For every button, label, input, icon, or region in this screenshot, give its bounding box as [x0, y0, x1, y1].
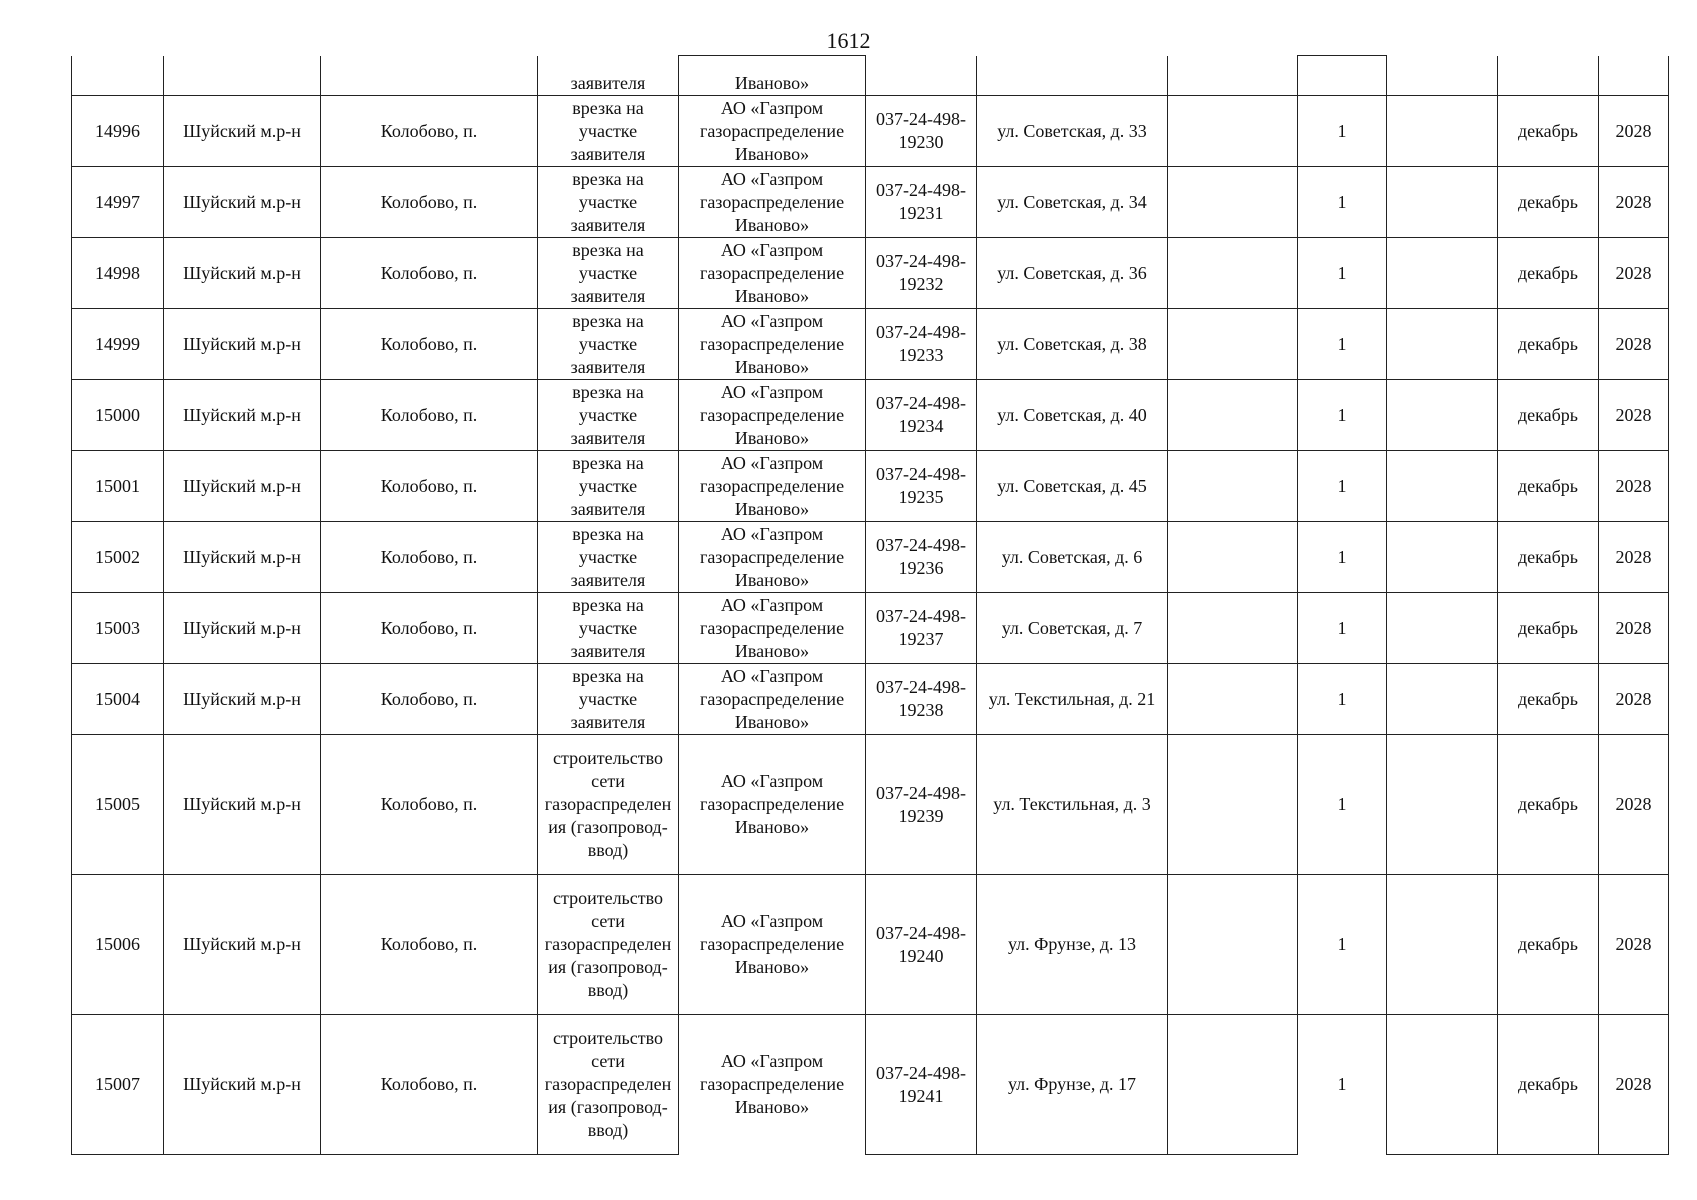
cell-organization: Иваново»	[679, 56, 866, 96]
cell-locality: Колобово, п.	[321, 735, 538, 875]
cell-organization: АО «Газпром газораспределение Иваново»	[679, 735, 866, 875]
cell-district: Шуйский м.р-н	[164, 664, 321, 735]
cell-extra-2	[1387, 664, 1498, 735]
cell-year: 2028	[1599, 664, 1669, 735]
cell-locality: Колобово, п.	[321, 875, 538, 1015]
cell-district: Шуйский м.р-н	[164, 380, 321, 451]
cell-extra-2	[1387, 593, 1498, 664]
cell-extra-1	[1168, 664, 1298, 735]
cell-code: 037-24-498-19237	[866, 593, 977, 664]
cell-extra-1	[1168, 380, 1298, 451]
cell-address: ул. Советская, д. 40	[977, 380, 1168, 451]
cell-year: 2028	[1599, 451, 1669, 522]
cell-address: ул. Фрунзе, д. 13	[977, 875, 1168, 1015]
cell-code: 037-24-498-19235	[866, 451, 977, 522]
cell-qty: 1	[1298, 451, 1387, 522]
cell-organization: АО «Газпром газораспределение Иваново»	[679, 380, 866, 451]
cell-extra-2	[1387, 522, 1498, 593]
cell-organization: АО «Газпром газораспределение Иваново»	[679, 167, 866, 238]
table-row	[72, 238, 1669, 309]
cell-district: Шуйский м.р-н	[164, 309, 321, 380]
cell-month: декабрь	[1498, 664, 1599, 735]
cell-code: 037-24-498-19239	[866, 735, 977, 875]
cell-qty: 1	[1298, 96, 1387, 167]
cell-qty: 1	[1298, 309, 1387, 380]
cell-work-type: врезка на участке заявителя	[538, 451, 679, 522]
cell-month: декабрь	[1498, 380, 1599, 451]
cell-organization: АО «Газпром газораспределение Иваново»	[679, 664, 866, 735]
cell-district: Шуйский м.р-н	[164, 875, 321, 1015]
cell-month	[1498, 56, 1599, 96]
table-row	[72, 735, 1669, 875]
table-row	[72, 451, 1669, 522]
cell-locality: Колобово, п.	[321, 593, 538, 664]
cell-month: декабрь	[1498, 593, 1599, 664]
cell-num: 15000	[72, 380, 164, 451]
cell-organization: АО «Газпром газораспределение Иваново»	[679, 309, 866, 380]
cell-work-type: врезка на участке заявителя	[538, 593, 679, 664]
cell-extra-1	[1168, 309, 1298, 380]
cell-month: декабрь	[1498, 96, 1599, 167]
cell-year: 2028	[1599, 238, 1669, 309]
cell-work-type: строительство сети газораспределения (газопровод-ввод)	[538, 735, 679, 875]
cell-organization: АО «Газпром газораспределение Иваново»	[679, 593, 866, 664]
cell-num: 15006	[72, 875, 164, 1015]
table-row	[72, 96, 1669, 167]
cell-num	[72, 56, 164, 96]
cell-qty: 1	[1298, 664, 1387, 735]
cell-num: 14996	[72, 96, 164, 167]
cell-locality: Колобово, п.	[321, 309, 538, 380]
cell-locality: Колобово, п.	[321, 522, 538, 593]
cell-extra-1	[1168, 875, 1298, 1015]
cell-month: декабрь	[1498, 167, 1599, 238]
cell-num: 15003	[72, 593, 164, 664]
cell-qty: 1	[1298, 593, 1387, 664]
cell-work-type: врезка на участке заявителя	[538, 380, 679, 451]
cell-work-type: врезка на участке заявителя	[538, 309, 679, 380]
table-row	[72, 522, 1669, 593]
page-number: 1612	[826, 28, 871, 53]
cell-address: ул. Советская, д. 38	[977, 309, 1168, 380]
cell-month: декабрь	[1498, 309, 1599, 380]
cell-locality	[321, 56, 538, 96]
cell-code: 037-24-498-19231	[866, 167, 977, 238]
cell-num: 14997	[72, 167, 164, 238]
cell-qty: 1	[1298, 522, 1387, 593]
cell-year: 2028	[1599, 875, 1669, 1015]
cell-extra-2	[1387, 309, 1498, 380]
cell-work-type: заявителя	[538, 56, 679, 96]
cell-code	[866, 56, 977, 96]
cell-extra-1	[1168, 522, 1298, 593]
cell-organization: АО «Газпром газораспределение Иваново»	[679, 875, 866, 1015]
cell-extra-1	[1168, 56, 1298, 96]
cell-address: ул. Текстильная, д. 21	[977, 664, 1168, 735]
cell-work-type: строительство сети газораспределения (газопровод-ввод)	[538, 875, 679, 1015]
cell-address: ул. Советская, д. 34	[977, 167, 1168, 238]
cell-year: 2028	[1599, 522, 1669, 593]
cell-extra-2	[1387, 380, 1498, 451]
cell-qty	[1298, 56, 1387, 96]
cell-num: 15005	[72, 735, 164, 875]
cell-extra-2	[1387, 875, 1498, 1015]
cell-district: Шуйский м.р-н	[164, 1015, 321, 1155]
cell-district	[164, 56, 321, 96]
continuation-row	[72, 56, 1669, 96]
table-row	[72, 309, 1669, 380]
cell-address	[977, 56, 1168, 96]
cell-organization: АО «Газпром газораспределение Иваново»	[679, 451, 866, 522]
cell-extra-1	[1168, 96, 1298, 167]
cell-extra-1	[1168, 238, 1298, 309]
cell-qty: 1	[1298, 238, 1387, 309]
cell-code: 037-24-498-19230	[866, 96, 977, 167]
cell-address: ул. Текстильная, д. 3	[977, 735, 1168, 875]
cell-year: 2028	[1599, 96, 1669, 167]
cell-code: 037-24-498-19233	[866, 309, 977, 380]
cell-extra-1	[1168, 167, 1298, 238]
cell-district: Шуйский м.р-н	[164, 735, 321, 875]
cell-code: 037-24-498-19240	[866, 875, 977, 1015]
cell-locality: Колобово, п.	[321, 96, 538, 167]
cell-address: ул. Советская, д. 33	[977, 96, 1168, 167]
cell-work-type: врезка на участке заявителя	[538, 96, 679, 167]
cell-work-type: врезка на участке заявителя	[538, 522, 679, 593]
cell-locality: Колобово, п.	[321, 380, 538, 451]
cell-year: 2028	[1599, 167, 1669, 238]
cell-extra-2	[1387, 96, 1498, 167]
cell-extra-2	[1387, 56, 1498, 96]
cell-month: декабрь	[1498, 1015, 1599, 1155]
cell-locality: Колобово, п.	[321, 1015, 538, 1155]
cell-num: 15004	[72, 664, 164, 735]
cell-organization: АО «Газпром газораспределение Иваново»	[679, 238, 866, 309]
cell-num: 14998	[72, 238, 164, 309]
cell-code: 037-24-498-19236	[866, 522, 977, 593]
table-row	[72, 875, 1669, 1015]
cell-district: Шуйский м.р-н	[164, 238, 321, 309]
cell-code: 037-24-498-19241	[866, 1015, 977, 1155]
cell-month: декабрь	[1498, 522, 1599, 593]
cell-district: Шуйский м.р-н	[164, 167, 321, 238]
cell-year: 2028	[1599, 309, 1669, 380]
cell-month: декабрь	[1498, 875, 1599, 1015]
cell-extra-2	[1387, 735, 1498, 875]
cell-code: 037-24-498-19232	[866, 238, 977, 309]
cell-qty: 1	[1298, 167, 1387, 238]
cell-address: ул. Советская, д. 45	[977, 451, 1168, 522]
cell-year	[1599, 56, 1669, 96]
cell-qty: 1	[1298, 875, 1387, 1015]
cell-organization: АО «Газпром газораспределение Иваново»	[679, 522, 866, 593]
cell-month: декабрь	[1498, 238, 1599, 309]
cell-num: 14999	[72, 309, 164, 380]
cell-extra-1	[1168, 451, 1298, 522]
cell-work-type: строительство сети газораспределения (газопровод-ввод)	[538, 1015, 679, 1155]
table-row	[72, 380, 1669, 451]
cell-qty: 1	[1298, 1015, 1387, 1155]
table-row	[72, 1015, 1669, 1155]
cell-year: 2028	[1599, 1015, 1669, 1155]
cell-extra-2	[1387, 1015, 1498, 1155]
cell-district: Шуйский м.р-н	[164, 451, 321, 522]
table-row	[72, 167, 1669, 238]
cell-code: 037-24-498-19238	[866, 664, 977, 735]
cell-extra-2	[1387, 451, 1498, 522]
cell-num: 15002	[72, 522, 164, 593]
cell-district: Шуйский м.р-н	[164, 522, 321, 593]
table-row	[72, 593, 1669, 664]
cell-organization: АО «Газпром газораспределение Иваново»	[679, 96, 866, 167]
cell-locality: Колобово, п.	[321, 664, 538, 735]
cell-organization: АО «Газпром газораспределение Иваново»	[679, 1015, 866, 1155]
cell-num: 15007	[72, 1015, 164, 1155]
cell-year: 2028	[1599, 735, 1669, 875]
cell-extra-1	[1168, 1015, 1298, 1155]
cell-address: ул. Советская, д. 6	[977, 522, 1168, 593]
table-body	[72, 56, 1669, 1155]
registry-table	[71, 55, 1669, 1155]
cell-locality: Колобово, п.	[321, 167, 538, 238]
cell-address: ул. Советская, д. 7	[977, 593, 1168, 664]
cell-extra-2	[1387, 167, 1498, 238]
cell-qty: 1	[1298, 735, 1387, 875]
cell-year: 2028	[1599, 593, 1669, 664]
cell-district: Шуйский м.р-н	[164, 593, 321, 664]
cell-extra-1	[1168, 735, 1298, 875]
cell-address: ул. Фрунзе, д. 17	[977, 1015, 1168, 1155]
cell-month: декабрь	[1498, 735, 1599, 875]
cell-extra-1	[1168, 593, 1298, 664]
cell-qty: 1	[1298, 380, 1387, 451]
cell-locality: Колобово, п.	[321, 238, 538, 309]
cell-month: декабрь	[1498, 451, 1599, 522]
table-row	[72, 664, 1669, 735]
cell-address: ул. Советская, д. 36	[977, 238, 1168, 309]
cell-locality: Колобово, п.	[321, 451, 538, 522]
cell-num: 15001	[72, 451, 164, 522]
cell-year: 2028	[1599, 380, 1669, 451]
cell-code: 037-24-498-19234	[866, 380, 977, 451]
cell-work-type: врезка на участке заявителя	[538, 238, 679, 309]
cell-work-type: врезка на участке заявителя	[538, 664, 679, 735]
cell-district: Шуйский м.р-н	[164, 96, 321, 167]
cell-work-type: врезка на участке заявителя	[538, 167, 679, 238]
cell-extra-2	[1387, 238, 1498, 309]
